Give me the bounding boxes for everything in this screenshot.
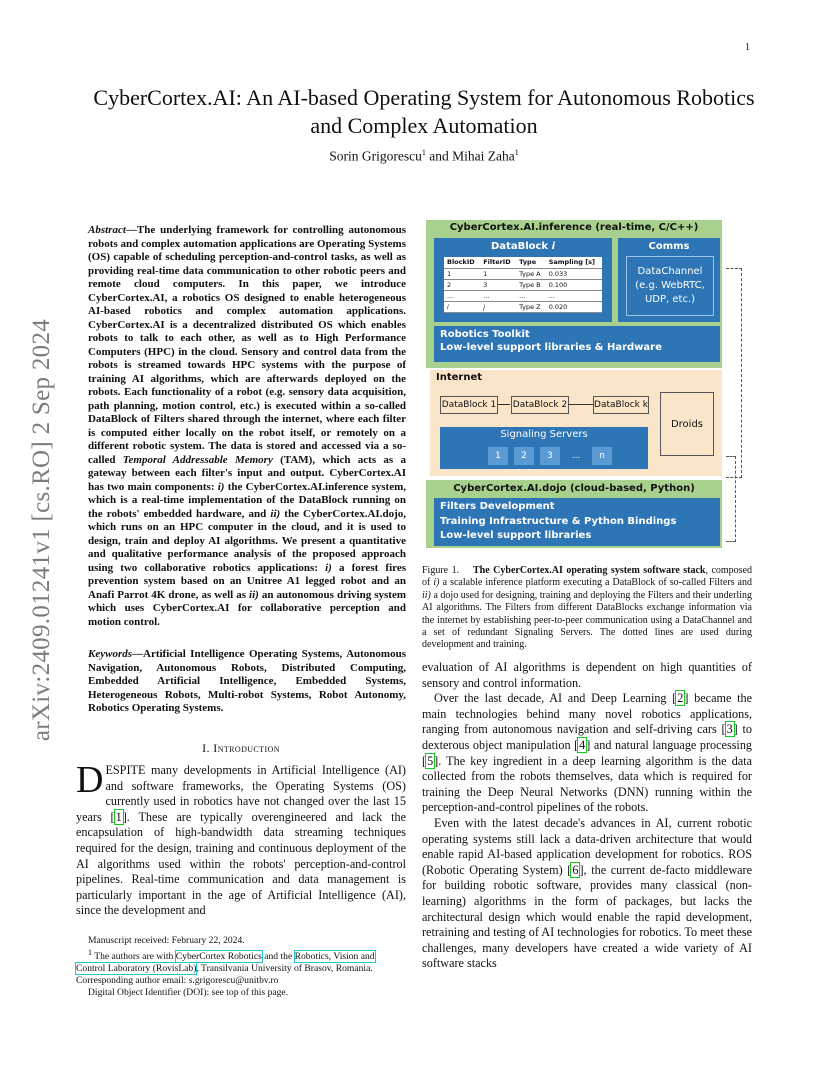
dev-training-dashed-line (726, 268, 742, 478)
citation-link-1[interactable]: 1 (115, 809, 122, 824)
author-1-affil: 1 (421, 148, 426, 157)
footnote (76, 935, 406, 999)
dojo-components-box (434, 498, 720, 546)
datablock-table-wrap (444, 257, 602, 313)
server-list (488, 447, 612, 465)
caption-label: Figure 1. (422, 565, 460, 576)
table-cell: 0.033 (546, 268, 602, 279)
abstract-text-6: an autonomous driving system which uses CyberCortex.AI for collaborative perception and motion control. (88, 588, 406, 628)
server-1: 1 (488, 447, 508, 465)
arrow-db1-db2 (498, 404, 510, 405)
right-column-text (422, 660, 752, 972)
author-2-affil: 1 (514, 148, 519, 157)
comms-title: Comms (648, 241, 690, 252)
server-n: n (592, 447, 612, 465)
datablock-i-title (434, 241, 612, 252)
introduction-text (76, 759, 407, 919)
arxiv-identifier-text: arXiv:2409.01241v1 [cs.RO] 2 Sep 2024 (28, 318, 55, 742)
table-header-1: FilterID (480, 257, 516, 268)
abstract-text-3: the CyberCortex.AI.inference system, which is a real-time implementation of the DataBlock running on the robots' embedded hardware, and (88, 480, 406, 520)
arrow-db2-dbk (569, 404, 593, 405)
affil-text-1: The authors are with (92, 951, 176, 963)
dojo-title: CyberCortex.AI.dojo (cloud-based, Python) (453, 483, 695, 494)
table-cell: j (480, 301, 516, 312)
table-cell: 0.100 (546, 279, 602, 290)
arxiv-identifier (22, 290, 62, 770)
abstract-text-2: (TAM), which acts as a gateway between each filter's input and output. CyberCortex.AI has two main components: (88, 453, 406, 493)
author-line (90, 148, 758, 165)
table-cell: Type B (516, 279, 546, 290)
paragraph-ai-deep-learning (422, 691, 752, 816)
server-3: 3 (540, 447, 560, 465)
citation-link-5[interactable]: 5 (427, 753, 434, 768)
abstract-ii1: ii) (270, 507, 281, 520)
abstract (88, 224, 406, 629)
citation-link-2[interactable]: 2 (677, 691, 684, 706)
dojo-dashed-line (726, 456, 736, 542)
table-cell: 3 (480, 279, 516, 290)
author-affiliation (76, 947, 406, 987)
table-row (444, 301, 602, 312)
datablock-1-node: DataBlock 1 (440, 396, 498, 414)
table-cell: ... (444, 290, 480, 301)
affil-text-3: , Transilvania University of Brasov, Romania. Corresponding author email: s.grigorescu@unitbv.ro (76, 963, 373, 987)
table-cell: 1 (480, 268, 516, 279)
cybercortex-link[interactable]: CyberCortex Robotics (175, 951, 262, 963)
figure-1-diagram (426, 220, 750, 558)
robotics-toolkit-box (434, 326, 720, 362)
datablock-2-node: DataBlock 2 (511, 396, 569, 414)
filters-development-label: Filters Development (440, 501, 555, 512)
table-header-0: BlockID (444, 257, 480, 268)
table-row (444, 290, 602, 301)
p3-text-b: ], the current de-facto middleware for building robotic software, provides many classical (non-learning) algorithms in the form of packages, but lacks the architectural design which would enable the rapid development, retraining and testing of AI technologies for robotics. To meet these challenges, many developers have created a wide variety of AI software stacks (422, 862, 753, 971)
p2-text-b: ] became the main technologies behind many novel robotics applications, ranging from autonomous navigation and self-driving cars [ (422, 691, 752, 737)
table-cell: i (444, 301, 480, 312)
robotics-toolkit-label: Robotics Toolkit (440, 329, 530, 340)
doi-note: Digital Object Identifier (DOI): see top of this page. (88, 987, 289, 999)
table-cell: Type A (516, 268, 546, 279)
caption-bold: The CyberCortex.AI operating system software stack (473, 565, 706, 576)
table-row (444, 268, 602, 279)
table-cell: ... (546, 290, 602, 301)
signaling-servers-label: Signaling Servers (500, 429, 588, 440)
datablock-k-node: DataBlock k (593, 396, 649, 414)
abstract-i2: i) (325, 561, 332, 574)
abstract-label: Abstract (88, 224, 126, 236)
table-cell: 0.020 (546, 301, 602, 312)
affil-text-2: and the (261, 951, 295, 963)
hardware-label: Low-level support libraries & Hardware (440, 342, 662, 353)
section-heading-introduction: I. Introduction (202, 741, 280, 755)
p3-text-a: Even with the latest decade's advances in AI, current robotic operating systems still lack a data-driven architecture that would enable rapid AI-based application development for robotics. ROS (Robotic Operating System) [ (422, 815, 752, 877)
abstract-text-1: —The underlying framework for controlling autonomous robots and complex automation applications are Operating Systems (OS) capable of scheduling perception-and-control tasks, as well as providing real-time data communication to other robotic peers and remote cloud computers. In this paper, we introduce CyberCortex.AI, a robotics OS designed to enable heterogeneous AI-based robotics and complex automation applications. CyberCortex.AI is a decentralized distributed OS which enables robots to talk to each other, as well as to High Performance Computers (HPC) in the cloud. Sensory and control data from the robots is streamed towards HPC systems with the purpose of training AI algorithms, which are afterwards deployed on the robots. Each functionality of a robot (e.g. sensory data acquisition, path planning, motion control, etc.) is executed within a so-called DataBlock of Filters shared through the internet, where each filter is computed either locally on the robot itself, or remotely on a different robotic system. The data is stored and accessed via a so-called (88, 224, 406, 466)
intro-text-1: many developments in Artificial Intelligence (AI) and software frameworks, the Operating Systems (OS) currently used in robotics have not changed over the last 15 years [ (76, 763, 406, 824)
citation-link-6[interactable]: 6 (572, 862, 579, 877)
drop-cap: D (76, 759, 104, 801)
dojo-lowlevel-label: Low-level support libraries (440, 530, 592, 541)
droids-box: Droids (660, 392, 714, 456)
rovislab-link[interactable]: Robotics, Vision and Control Laboratory (RovisLab) (76, 951, 375, 975)
abstract-text-5: a forest fires prevention system based on an Unitree A1 legged robot and an Anafi Parrot 4K drone, as well as (88, 561, 406, 601)
author-2: Mihai Zaha (452, 148, 515, 164)
keywords-label: Keywords (88, 648, 132, 660)
caption-i: i) (433, 577, 440, 589)
intro-caps: ESPITE (105, 763, 146, 777)
paper-title: CyberCortex.AI: An AI-based Operating System for Autonomous Robotics and Complex Automation (93, 85, 755, 138)
table-row (444, 279, 602, 290)
table-cell: ... (516, 290, 546, 301)
citation-link-4[interactable]: 4 (579, 737, 586, 752)
table-header-3: Sampling [s] (546, 257, 602, 268)
p2-text-d: ] and natural language processing [ (422, 737, 753, 768)
affiliation-mark: 1 (88, 948, 92, 957)
intro-text-2: ]. These are typically overengineered and lack the encapsulation of high-bandwidth data streaming techniques required for the design, training and continuous deployment of the AI algorithms used within the robots' perception-and-control pipelines. Real-time communication and data management is particularly important in the age of Artificial Intelligence (AI), since the development and (76, 809, 407, 918)
author-1: Sorin Grigorescu (329, 148, 422, 164)
page-number: 1 (745, 42, 750, 53)
author-and: and (425, 148, 453, 164)
manuscript-received: Manuscript received: February 22, 2024. (88, 935, 245, 946)
keywords (88, 648, 406, 716)
server-ellipsis: ... (571, 451, 581, 461)
citation-link-3[interactable]: 3 (726, 722, 733, 737)
abstract-i1: i) (217, 480, 225, 493)
p2-text-a: Over the last decade, AI and Deep Learning [ (434, 691, 677, 706)
caption-ii: ii) (422, 589, 431, 601)
p2-text-c: ] to dexterous object manipulation [ (422, 722, 752, 752)
datablock-title-i: i (551, 241, 555, 252)
abstract-ii2: ii) (249, 588, 259, 601)
paragraph-continuation: evaluation of AI algorithms is dependent on high quantities of sensory and control information. (422, 660, 752, 690)
datablock-title-text: DataBlock (491, 241, 552, 252)
table-cell: 2 (444, 279, 480, 290)
training-infrastructure-label: Training Infrastructure & Python Bindings (440, 515, 677, 527)
internet-label: Internet (436, 372, 483, 383)
datachannel-box: DataChannel (e.g. WebRTC, UDP, etc.) (626, 256, 714, 316)
paragraph-ros (422, 816, 752, 972)
table-cell: ... (480, 290, 516, 301)
caption-text-3: a dojo used for designing, training and deploying the Filters and their underling AI algorithms. The Filters from different DataBlocks exchange information via the internet by establishing peer-to-peer communication using a DataChannel and a set of redundant Signaling Servers. The dotted lines are used during development and training. (422, 589, 752, 651)
datablock-table (444, 257, 602, 313)
figure-1-caption (422, 565, 752, 652)
caption-text-2: a scalable inference platform executing a DataBlock of so-called Filters and (439, 577, 752, 589)
keywords-text: —Artificial Intelligence Operating Systems, Autonomous Navigation, Autonomous Robots, Distributed Computing, Embedded Artificial Intelligence, Embedded Systems, Heterogeneous Robots, Multi-robot Systems, Robot Autonomy, Robotics Operating Systems. (88, 648, 406, 714)
table-header-2: Type (516, 257, 546, 268)
table-cell: 1 (444, 268, 480, 279)
abstract-text-4: the CyberCortex.AI.dojo, which runs on an HPC computer in the cloud, and it is used to design, train and deploy AI algorithms. We present a quantitative and qualitative performance analysis of the proposed approach using two collaborative robotics applications: (88, 507, 406, 574)
caption-text-1: , composed of (422, 565, 753, 589)
inference-title: CyberCortex.AI.inference (real-time, C/C++) (449, 222, 699, 233)
table-cell: Type Z (516, 301, 546, 312)
server-2: 2 (514, 447, 534, 465)
p2-text-e: ]. The key ingredient in a deep learning algorithm is the data collected from the robots themselves, data which is required for training the Deep Neural Networks (DNN) running within the perception-and-control pipelines of the robots. (422, 753, 752, 815)
abstract-tam: Temporal Addressable Memory (122, 453, 273, 466)
